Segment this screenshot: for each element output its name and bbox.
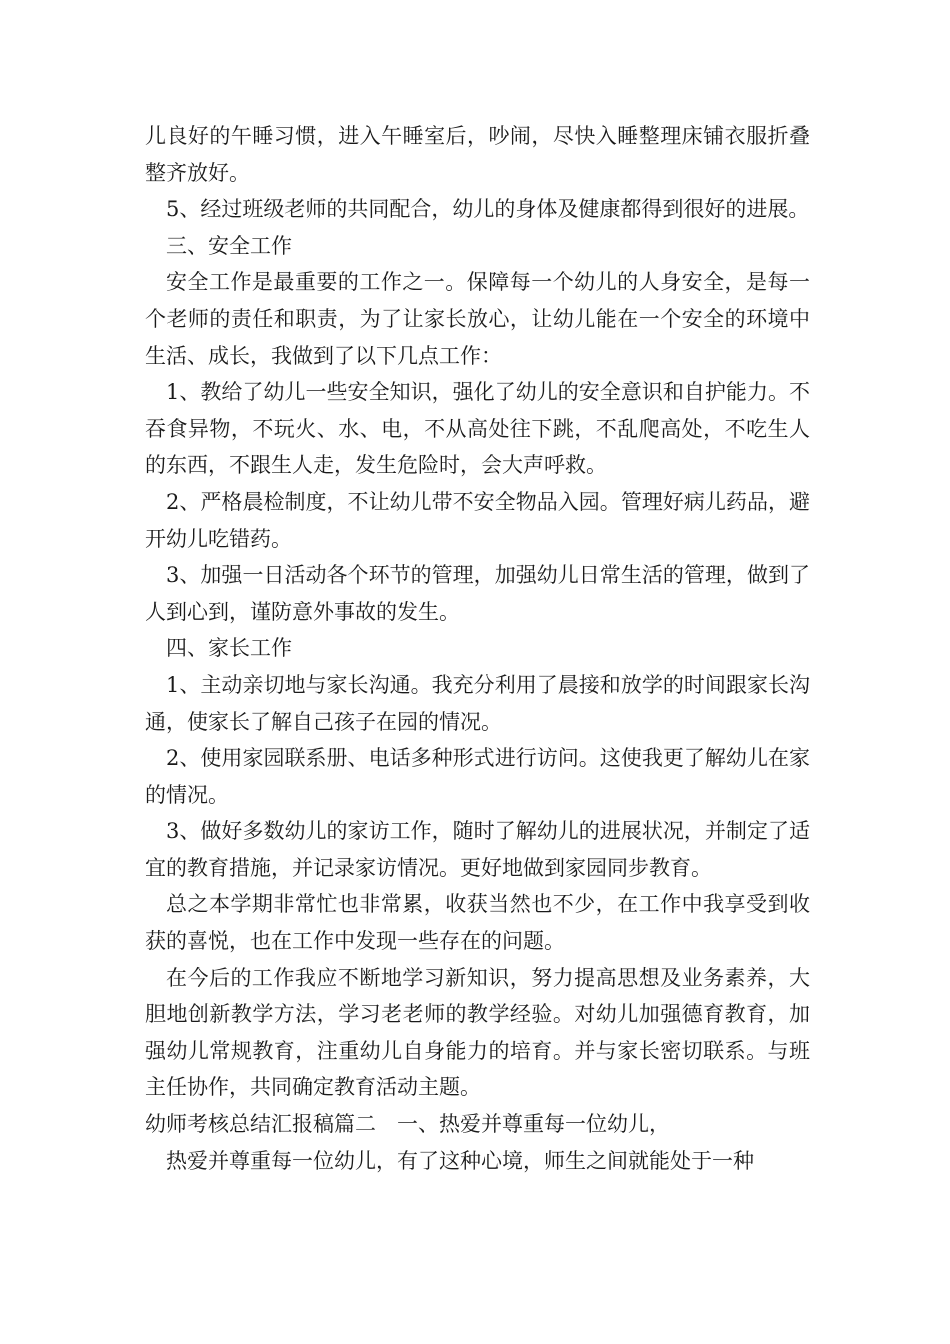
paragraph-summary: 总之本学期非常忙也非常累，收获当然也不少，在工作中我享受到收获的喜悦，也在工作中发现一些存在的问题。 — [145, 892, 810, 954]
paragraph-parents-item-3: 3、做好多数幼儿的家访工作，随时了解幼儿的进展状况，并制定了适宜的教育措施，并记录家访情况。更好地做到家园同步教育。 — [145, 819, 810, 880]
paragraph-safety-item-3: 3、加强一日活动各个环节的管理，加强幼儿日常生活的管理，做到了人到心到，谨防意外事故的发生。 — [145, 563, 810, 624]
paragraph-safety-item-2: 2、严格晨检制度，不让幼儿带不安全物品入园。管理好病儿药品，避开幼儿吃错药。 — [145, 489, 810, 551]
paragraph-nap-habit: 儿良好的午睡习惯，进入午睡室后，吵闹，尽快入睡整理床铺衣服折叠整齐放好。 — [145, 124, 810, 185]
paragraph-safety-intro: 安全工作是最重要的工作之一。保障每一个幼儿的人身安全，是每一个老师的责任和职责，为了让家长放心，让幼儿能在一个安全的环境中生活、成长，我做到了以下几点工作： — [145, 270, 810, 368]
paragraph-parents-item-1: 1、主动亲切地与家长沟通。我充分利用了晨接和放学的时间跟家长沟通，使家长了解自己孩子在园的情况。 — [145, 672, 810, 734]
document-page — [145, 118, 810, 1179]
paragraph-health-progress: 5、经过班级老师的共同配合，幼儿的身体及健康都得到很好的进展。 — [166, 197, 810, 222]
paragraph-safety-item-1: 1、教给了幼儿一些安全知识，强化了幼儿的安全意识和自护能力。不吞食异物，不玩火、水、电，不从高处往下跳，不乱爬高处，不吃生人的东西，不跟生人走，发生危险时，会大声呼救。 — [145, 380, 810, 478]
section-heading-parents: 四、家长工作 — [166, 636, 292, 661]
section-heading-safety: 三、安全工作 — [166, 233, 292, 258]
paragraph-future-plan: 在今后的工作我应不断地学习新知识，努力提高思想及业务素养，大胆地创新教学方法，学习老老师的教学经验。对幼儿加强德育教育，加强幼儿常规教育，注重幼儿自身能力的培育。并与家长密切联系。与班主任协作，共同确定教育活动主题。 — [145, 965, 810, 1100]
paragraph-second-report-title: 幼师考核总结汇报稿篇二 一、热爱并尊重每一位幼儿， — [145, 1112, 670, 1137]
paragraph-parents-item-2: 2、使用家园联系册、电话多种形式进行访问。这使我更了解幼儿在家的情况。 — [145, 746, 810, 807]
paragraph-second-report-start: 热爱并尊重每一位幼儿，有了这种心境，师生之间就能处于一种 — [166, 1148, 754, 1173]
